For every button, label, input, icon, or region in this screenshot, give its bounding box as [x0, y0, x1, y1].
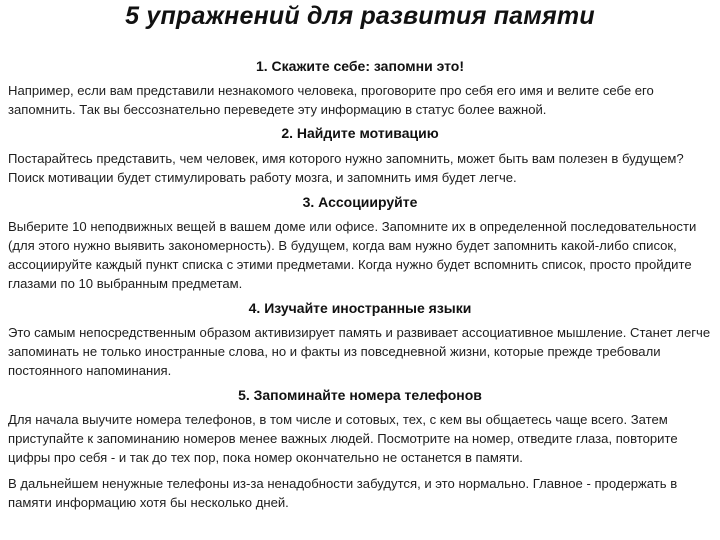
section-4-heading: 4. Изучайте иностранные языки	[248, 300, 472, 316]
section-3-heading: 3. Ассоциируйте	[302, 194, 418, 210]
page-title: 5 упражнений для развития памяти	[125, 2, 595, 30]
section-1-paragraph: Например, если вам представили незнакомого человека, проговорите про себя его имя и велите себе его запомнить. Так вы бессознательно переведете эту информацию в статус более важной.	[8, 83, 654, 117]
section-5-paragraph-2: В дальнейшем ненужные телефоны из-за ненадобности забудутся, и это нормально. Главное - продержать в памяти информацию хотя бы несколько дней.	[8, 476, 678, 510]
section-5-paragraph-1: Для начала выучите номера телефонов, в том числе и сотовых, тех, с кем вы общаетесь чаще всего. Затем приступайте к запоминанию номеров менее важных людей. Посмотрите на номер, отведите глаза, повторите цифры про себя - и так до тех пор, пока номер окончательно не останется в памяти.	[8, 412, 678, 465]
section-3-paragraph: Выберите 10 неподвижных вещей в вашем доме или офисе. Запомните их в определенной последовательности (для этого нужно выявить закономерность). В будущем, когда вам нужно будет запомнить какой-либо список, ассоциируйте каждый пункт списка с этими предметами. Когда нужно будет вспомнить список, просто пройдите глазами по 10 выбранным предметам.	[8, 219, 697, 291]
section-2-paragraph: Постарайтесь представить, чем человек, имя которого нужно запомнить, может быть вам полезен в будущем? Поиск мотивации будет стимулировать работу мозга, и запомнить имя будет легче.	[8, 151, 684, 185]
section-5-heading: 5. Запоминайте номера телефонов	[238, 387, 482, 403]
section-2-heading: 2. Найдите мотивацию	[281, 125, 439, 141]
section-4-paragraph: Это самым непосредственным образом активизирует память и развивает ассоциативное мышление. Станет легче запоминать не только иностранные слова, но и факты из повседневной жизни, которые прежде требовали постоянного напоминания.	[8, 325, 711, 378]
section-1-heading: 1. Скажите себе: запомни это!	[255, 58, 465, 74]
